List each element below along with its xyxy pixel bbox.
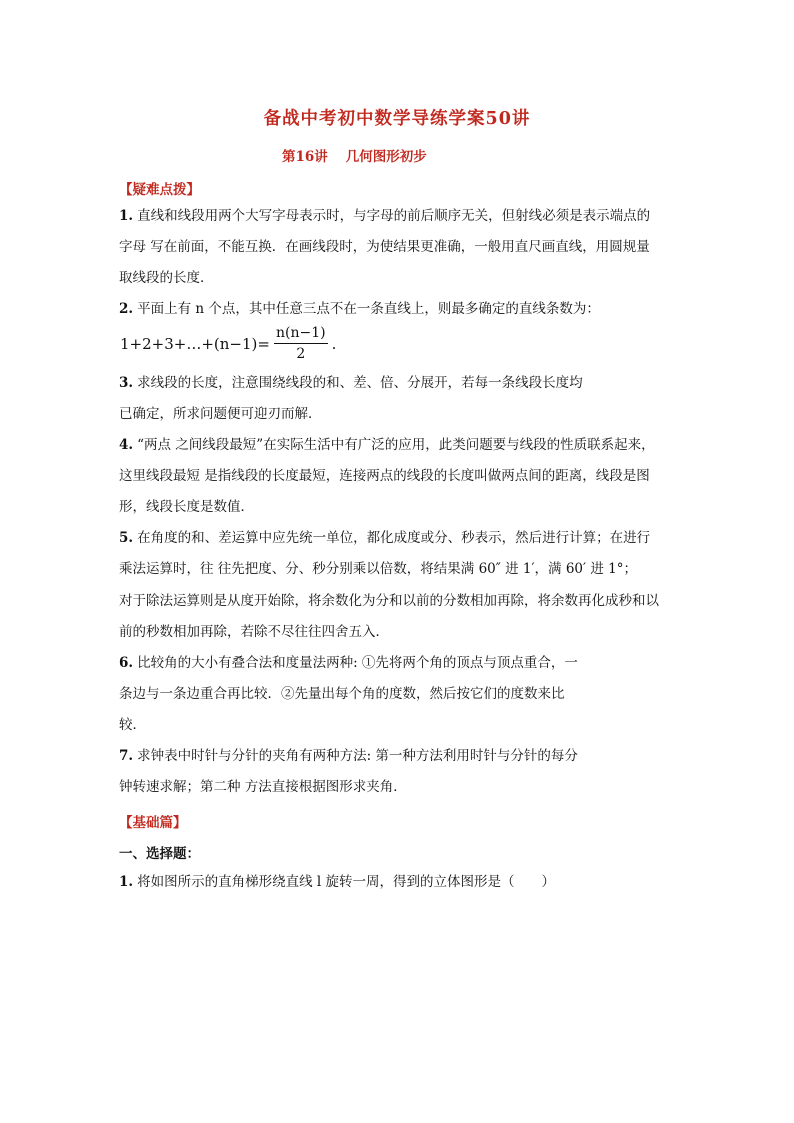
point-3-line-1: 3. 求线段的长度，注意围绕线段的和、差、倍、分展开，若每一条线段长度均 bbox=[119, 375, 583, 391]
point-5-line-3: 对于除法运算则是从度开始除，将余数化为分和以前的分数相加再除，将余数再化成秒和以 bbox=[119, 593, 659, 609]
point-2-line-1: 2. 平面上有 n 个点，其中任意三点不在一条直线上，则最多确定的直线条数为： bbox=[119, 301, 600, 317]
point-number: 7. bbox=[119, 748, 134, 764]
point-6-line-2: 条边与一条边重合再比较．②先量出每个角的度数，然后按它们的度数来比 bbox=[119, 686, 565, 702]
combination-formula bbox=[120, 325, 336, 362]
document-title: 备战中考初中数学导练学案50讲 bbox=[263, 109, 531, 129]
lecture-subtitle bbox=[282, 145, 427, 165]
point-number: 6. bbox=[119, 655, 134, 671]
point-1-line-1: 1. 直线和线段用两个大写字母表示时，与字母的前后顺序无关，但射线必须是表示端点的 bbox=[119, 208, 651, 224]
section-multiple-choice: 一、选择题： bbox=[119, 846, 200, 862]
point-1-line-2: 字母 写在前面，不能互换．在画线段时，为使结果更准确，一般用直尺画直线，用圆规量 bbox=[119, 239, 650, 255]
point-number: 1. bbox=[119, 208, 134, 224]
point-7-line-2: 钟转速求解；第二种 方法直接根据图形求夹角． bbox=[119, 779, 407, 795]
point-7-line-1: 7. 求钟表中时针与分针的夹角有两种方法: 第一种方法利用时针与分针的每分 bbox=[119, 748, 578, 764]
point-4-line-1: 4. “两点 之间线段最短”在实际生活中有广泛的应用，此类问题要与线段的性质联系起来， bbox=[119, 437, 655, 453]
formula-denominator: 2 bbox=[296, 346, 306, 362]
lecture-number: 第16讲 bbox=[282, 149, 328, 165]
formula-equals: = bbox=[257, 334, 270, 353]
formula-lhs: 1+2+3+…+(n−1) bbox=[120, 334, 258, 353]
point-5-line-4: 前的秒数相加再除，若除不尽往往四舍五入． bbox=[119, 624, 389, 640]
point-4-line-2: 这里线段最短 是指线段的长度最短，连接两点的线段的长度叫做两点间的距离，线段是图 bbox=[119, 468, 650, 484]
question-number: 1. bbox=[119, 874, 134, 890]
point-number: 2. bbox=[119, 301, 134, 317]
point-5-line-2: 乘法运算时，往 往先把度、分、秒分别乘以倍数，将结果满 60″ 进 1′，满 60′ 进 1°； bbox=[119, 561, 637, 577]
point-6-line-1: 6. 比较角的大小有叠合法和度量法两种: ①先将两个角的顶点与顶点重合，一 bbox=[119, 655, 578, 671]
formula-numerator: n(n−1) bbox=[274, 325, 328, 344]
point-number: 3. bbox=[119, 375, 134, 391]
question-1: 1. 将如图所示的直角梯形绕直线 l 旋转一周，得到的立体图形是（ ） bbox=[119, 874, 555, 890]
point-number: 5. bbox=[119, 530, 134, 546]
formula-fraction bbox=[274, 325, 328, 362]
point-4-line-3: 形，线段长度是数值． bbox=[119, 499, 254, 515]
point-3-line-2: 已确定，所求问题便可迎刃而解． bbox=[119, 406, 322, 422]
lecture-topic: 几何图形初步 bbox=[345, 149, 427, 165]
point-1-line-3: 取线段的长度． bbox=[119, 270, 214, 286]
point-6-line-3: 较． bbox=[119, 717, 146, 733]
formula-period: . bbox=[331, 334, 337, 353]
section-basic: 【基础篇】 bbox=[119, 815, 187, 831]
point-number: 4. bbox=[119, 437, 134, 453]
point-5-line-1: 5. 在角度的和、差运算中应先统一单位，都化成度或分、秒表示，然后进行计算；在进行 bbox=[119, 530, 651, 546]
section-key-points: 【疑难点拨】 bbox=[119, 182, 200, 198]
